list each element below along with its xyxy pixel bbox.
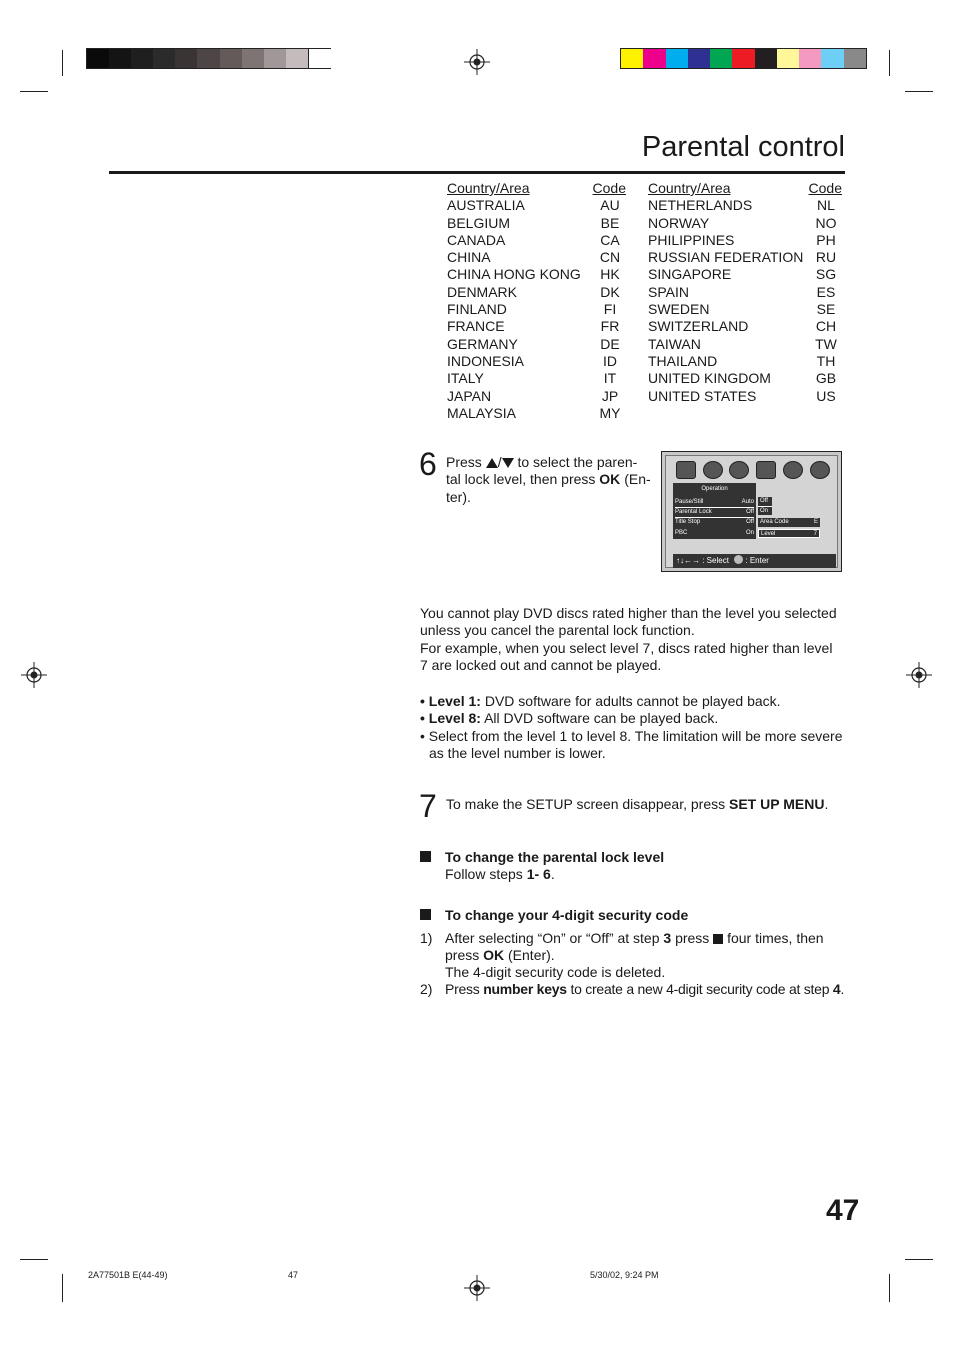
- calibration-swatch: [242, 49, 265, 68]
- table-header: [447, 180, 626, 197]
- country-name: UNITED STATES: [648, 387, 757, 404]
- registration-mark-icon: [464, 49, 490, 75]
- country-code: US: [816, 387, 836, 404]
- stop-button-icon: [713, 934, 723, 944]
- country-name: MALAYSIA: [447, 404, 516, 421]
- option-list: Off On: [758, 497, 772, 515]
- country-name: JAPAN: [447, 387, 492, 404]
- calibration-swatch: [666, 49, 689, 68]
- country-name: CHINA: [447, 249, 491, 266]
- calibration-swatch: [175, 49, 198, 68]
- trim-mark: [889, 1274, 890, 1302]
- gray-calibration-strip: [86, 48, 331, 69]
- country-table-left: [447, 180, 626, 422]
- table-row: [447, 197, 626, 214]
- audio-icon: [703, 461, 723, 479]
- table-row: [648, 266, 842, 283]
- trim-mark: [20, 1259, 48, 1260]
- calibration-swatch: [688, 49, 711, 68]
- code-column-header: Code: [808, 180, 842, 196]
- country-code: JP: [601, 387, 619, 404]
- table-row: [447, 388, 626, 405]
- country-name: RUSSIAN FEDERATION: [648, 249, 804, 266]
- country-name: FRANCE: [447, 318, 505, 335]
- settings-icon: [810, 461, 830, 479]
- country-name: SWITZERLAND: [648, 318, 749, 335]
- osd-menu-row: Parental Lock Off: [675, 507, 754, 518]
- section-heading: To change your 4-digit security code: [445, 907, 689, 923]
- level-row: Level 7: [758, 529, 820, 538]
- footer-timestamp: 5/30/02, 9:24 PM: [590, 1270, 659, 1280]
- osd-menu-row: Pause/Still Auto: [675, 499, 754, 505]
- country-name: SWEDEN: [648, 301, 710, 318]
- country-name: GERMANY: [447, 335, 518, 352]
- country-code: IT: [603, 370, 617, 387]
- country-name: ITALY: [447, 370, 484, 387]
- level-bullets: • Level 1: DVD software for adults cannot be played back. • Level 8: All DVD software can be played back. • Select from the level 1 to level 8. The limitation will be more severe as the level number is lower.: [420, 693, 843, 761]
- trim-mark: [20, 91, 48, 92]
- country-code: TW: [815, 335, 837, 352]
- operation-menu: Operation Pause/Still Auto Parental Lock Off Title Stop Off PBC On: [673, 483, 756, 539]
- table-row: [648, 232, 842, 249]
- code-column-header: Code: [592, 180, 626, 196]
- list-item-continued: press OK (Enter). The 4-digit security code is deleted.: [445, 947, 666, 981]
- country-code: DE: [600, 335, 620, 352]
- country-code: DK: [600, 283, 620, 300]
- list-item: 2) Press number keys to create a new 4-digit security code at step 4.: [420, 981, 845, 997]
- country-name: PHILIPPINES: [648, 231, 735, 248]
- table-header: [648, 180, 842, 197]
- country-name: INDONESIA: [447, 352, 525, 369]
- country-name: CANADA: [447, 231, 506, 248]
- country-table-right: [648, 180, 842, 405]
- country-name: SINGAPORE: [648, 266, 732, 283]
- country-name: SPAIN: [648, 283, 689, 300]
- calibration-swatch: [109, 49, 132, 68]
- footer-page: 47: [288, 1270, 299, 1280]
- calibration-swatch: [131, 49, 154, 68]
- page-title: Parental control: [641, 131, 845, 163]
- country-name: BELGIUM: [447, 214, 511, 231]
- calibration-swatch: [220, 49, 243, 68]
- country-code: CA: [600, 231, 620, 248]
- section-bullet-icon: [420, 851, 431, 862]
- color-calibration-strip: [620, 48, 867, 69]
- section-change-level: To change the parental lock level Follow steps 1- 6.: [445, 849, 665, 883]
- down-arrow-icon: [502, 458, 514, 468]
- step6-text: Press / to select the paren- tal lock level, then press OK (En- ter).: [446, 454, 651, 505]
- country-code: SG: [815, 266, 837, 283]
- calibration-swatch: [799, 49, 822, 68]
- section-heading: To change the parental lock level: [445, 849, 665, 865]
- table-row: [447, 266, 626, 283]
- enter-key-icon: [734, 555, 743, 564]
- calibration-swatch: [197, 49, 220, 68]
- section-bullet-icon: [420, 909, 431, 920]
- country-code: HK: [600, 266, 620, 283]
- calibration-swatch: [643, 49, 666, 68]
- calibration-swatch: [844, 49, 867, 68]
- country-code: CN: [599, 249, 621, 266]
- page-number: 47: [826, 1194, 860, 1227]
- calibration-swatch: [821, 49, 844, 68]
- table-row: [447, 284, 626, 301]
- trim-mark: [905, 1259, 933, 1260]
- trim-mark: [905, 91, 933, 92]
- country-code: NL: [817, 197, 835, 214]
- table-row: [648, 318, 842, 335]
- table-row: [648, 353, 842, 370]
- calibration-swatch: [87, 49, 110, 68]
- trim-mark: [62, 1274, 63, 1302]
- abc-icon: [729, 461, 749, 479]
- osd-footer-bar: ↑↓←→ : Select : Enter: [673, 554, 836, 568]
- table-row: [447, 232, 626, 249]
- step-number: 7: [419, 788, 437, 824]
- country-code: RU: [815, 249, 837, 266]
- list-item: 1) After selecting “On” or “Off” at step 3 press four times, then: [420, 930, 824, 946]
- country-code: AU: [600, 197, 620, 214]
- country-code: BE: [600, 214, 620, 231]
- country-column-header: Country/Area: [648, 180, 731, 196]
- step7-text: To make the SETUP screen disappear, press SET UP MENU.: [446, 796, 829, 812]
- trim-mark: [62, 50, 63, 76]
- country-code: ES: [816, 283, 836, 300]
- up-arrow-icon: [486, 458, 498, 468]
- table-row: [447, 405, 626, 422]
- disc-icon: [676, 461, 696, 479]
- country-code: PH: [816, 231, 836, 248]
- table-row: [648, 388, 842, 405]
- osd-menu-row: Title Stop Off: [675, 519, 754, 525]
- trim-mark: [889, 50, 890, 76]
- osd-menu-row: PBC On: [675, 530, 754, 536]
- country-code: NO: [815, 214, 837, 231]
- calibration-swatch: [153, 49, 176, 68]
- window-icon: [756, 461, 776, 479]
- arrow-keys-icon: ↑↓←→: [676, 556, 700, 565]
- step-number: 6: [419, 446, 437, 482]
- country-code: SE: [816, 301, 836, 318]
- country-name: AUSTRALIA: [447, 197, 525, 214]
- country-name: THAILAND: [648, 352, 718, 369]
- country-code: FR: [600, 318, 620, 335]
- setup-screen-inner: [665, 455, 838, 568]
- registration-mark-icon: [464, 1275, 490, 1301]
- setup-screen-image: [661, 451, 842, 572]
- registration-mark-icon: [906, 662, 932, 688]
- country-name: CHINA HONG KONG: [447, 266, 581, 283]
- table-row: [447, 301, 626, 318]
- calibration-swatch: [755, 49, 778, 68]
- table-row: [648, 249, 842, 266]
- table-row: [648, 197, 842, 214]
- calibration-swatch: [777, 49, 800, 68]
- operation-icon: [783, 461, 803, 479]
- table-row: [648, 215, 842, 232]
- table-row: [447, 370, 626, 387]
- footer-job-id: 2A77501B E(44-49): [88, 1270, 168, 1280]
- area-code-row: Area Code E: [760, 519, 818, 525]
- table-row: [648, 370, 842, 387]
- calibration-swatch: [710, 49, 733, 68]
- table-row: [447, 318, 626, 335]
- calibration-swatch: [308, 49, 332, 68]
- country-code: CH: [815, 318, 837, 335]
- country-code: FI: [603, 301, 617, 318]
- country-code: MY: [599, 404, 621, 421]
- description-paragraph: You cannot play DVD discs rated higher than the level you selected unless you cancel the parental lock function. For example, when you select level 7, discs rated higher than level 7 are locked out and cannot be played.: [420, 605, 837, 673]
- table-row: [447, 215, 626, 232]
- table-row: [447, 249, 626, 266]
- calibration-swatch: [621, 49, 644, 68]
- country-name: DENMARK: [447, 283, 518, 300]
- table-row: [648, 284, 842, 301]
- table-row: [447, 353, 626, 370]
- table-row: [648, 336, 842, 353]
- calibration-swatch: [264, 49, 287, 68]
- country-name: FINLAND: [447, 301, 507, 318]
- country-name: TAIWAN: [648, 335, 701, 352]
- registration-mark-icon: [21, 662, 47, 688]
- country-name: UNITED KINGDOM: [648, 370, 771, 387]
- country-column-header: Country/Area: [447, 180, 530, 196]
- table-row: [447, 336, 626, 353]
- country-code: ID: [603, 352, 617, 369]
- country-name: NORWAY: [648, 214, 710, 231]
- country-code: GB: [815, 370, 837, 387]
- country-name: NETHERLANDS: [648, 197, 753, 214]
- country-code: TH: [816, 352, 836, 369]
- calibration-swatch: [732, 49, 755, 68]
- title-rule: [109, 171, 845, 174]
- calibration-swatch: [286, 49, 309, 68]
- table-row: [648, 301, 842, 318]
